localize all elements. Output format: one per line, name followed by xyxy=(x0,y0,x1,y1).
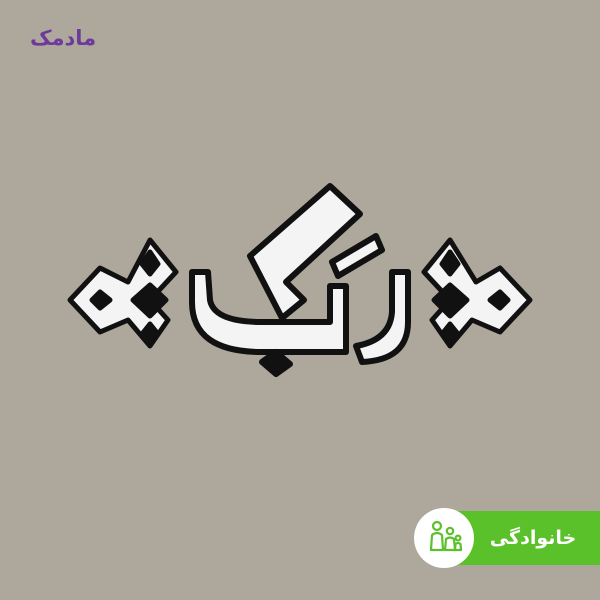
right-ornament xyxy=(424,240,530,346)
badge-label: خانوادگی xyxy=(489,527,577,549)
brand-logo: مادمک xyxy=(30,26,97,50)
family-icon xyxy=(414,508,474,568)
left-ornament xyxy=(70,240,176,346)
calligraphy-glyphs xyxy=(192,186,408,374)
category-badge[interactable] xyxy=(414,511,600,565)
